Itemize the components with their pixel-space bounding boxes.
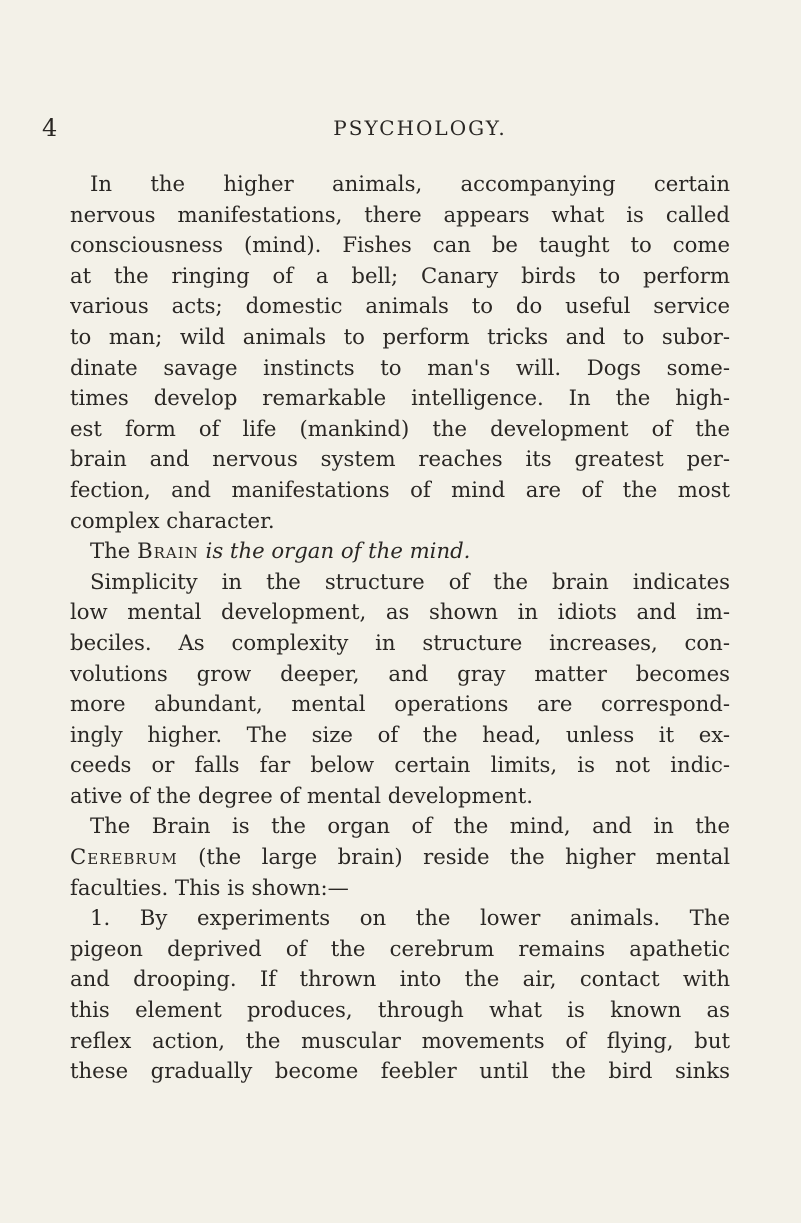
text-line: at the ringing of a bell; Canary birds to perform <box>70 262 730 288</box>
text-line: reflex action, the muscular movements of flying, but <box>70 1027 730 1053</box>
text-line: volutions grow deeper, and gray matter becomes <box>70 660 730 686</box>
body-text <box>70 169 730 1087</box>
text-line: various acts; domestic animals to do useful service <box>70 293 730 319</box>
text-line: low mental development, as shown in idiots and im- <box>70 599 730 625</box>
text-line: more abundant, mental operations are correspond- <box>70 691 730 717</box>
text-line: ceeds or falls far below certain limits, is not indic- <box>70 752 730 778</box>
text-line: Simplicity in the structure of the brain indicates <box>90 568 730 594</box>
text-line: these gradually become feebler until the bird sinks <box>70 1058 730 1084</box>
text-line: ative of the degree of mental development. <box>70 782 534 808</box>
text-line: this element produces, through what is known as <box>70 997 730 1023</box>
text-line: dinate savage instincts to man's will. Dogs some- <box>70 354 730 380</box>
text-line: faculties. This is shown:— <box>70 874 349 900</box>
text-line: 1. By experiments on the lower animals. The <box>90 905 730 931</box>
text-line: fection, and manifestations of mind are of the most <box>70 476 730 502</box>
text-line: pigeon deprived of the cerebrum remains apathetic <box>70 935 730 961</box>
italic-run: is the organ of the mind. <box>198 538 471 564</box>
text-line: brain and nervous system reaches its greatest per- <box>70 446 730 472</box>
text-line: beciles. As complexity in structure increases, con- <box>70 629 730 655</box>
small-caps-term: Cerebrum <box>70 844 178 870</box>
page-header <box>42 108 758 148</box>
text-line: consciousness (mind). Fishes can be taught to come <box>70 232 730 258</box>
small-caps-term: Brain <box>137 538 199 564</box>
text-line: nervous manifestations, there appears what is called <box>70 201 730 227</box>
text-line: complex character. <box>70 507 275 533</box>
text-line: In the higher animals, accompanying certain <box>90 171 730 196</box>
text-line: est form of life (mankind) the development of the <box>70 415 730 441</box>
text-line: ingly higher. The size of the head, unless it ex- <box>70 721 730 747</box>
running-head: PSYCHOLOGY. <box>333 116 507 140</box>
text-line-cerebrum <box>70 842 730 873</box>
text-run: (the large brain) reside the higher mental <box>177 844 730 870</box>
text-run: The <box>90 538 138 564</box>
text-line: times develop remarkable intelligence. In the high- <box>70 385 730 411</box>
text-line: to man; wild animals to perform tricks and to subor- <box>70 323 730 349</box>
text-line-heading <box>70 536 730 567</box>
text-line: and drooping. If thrown into the air, contact with <box>70 966 730 992</box>
text-line: The Brain is the organ of the mind, and in the <box>90 813 730 839</box>
page-number: 4 <box>42 114 58 142</box>
